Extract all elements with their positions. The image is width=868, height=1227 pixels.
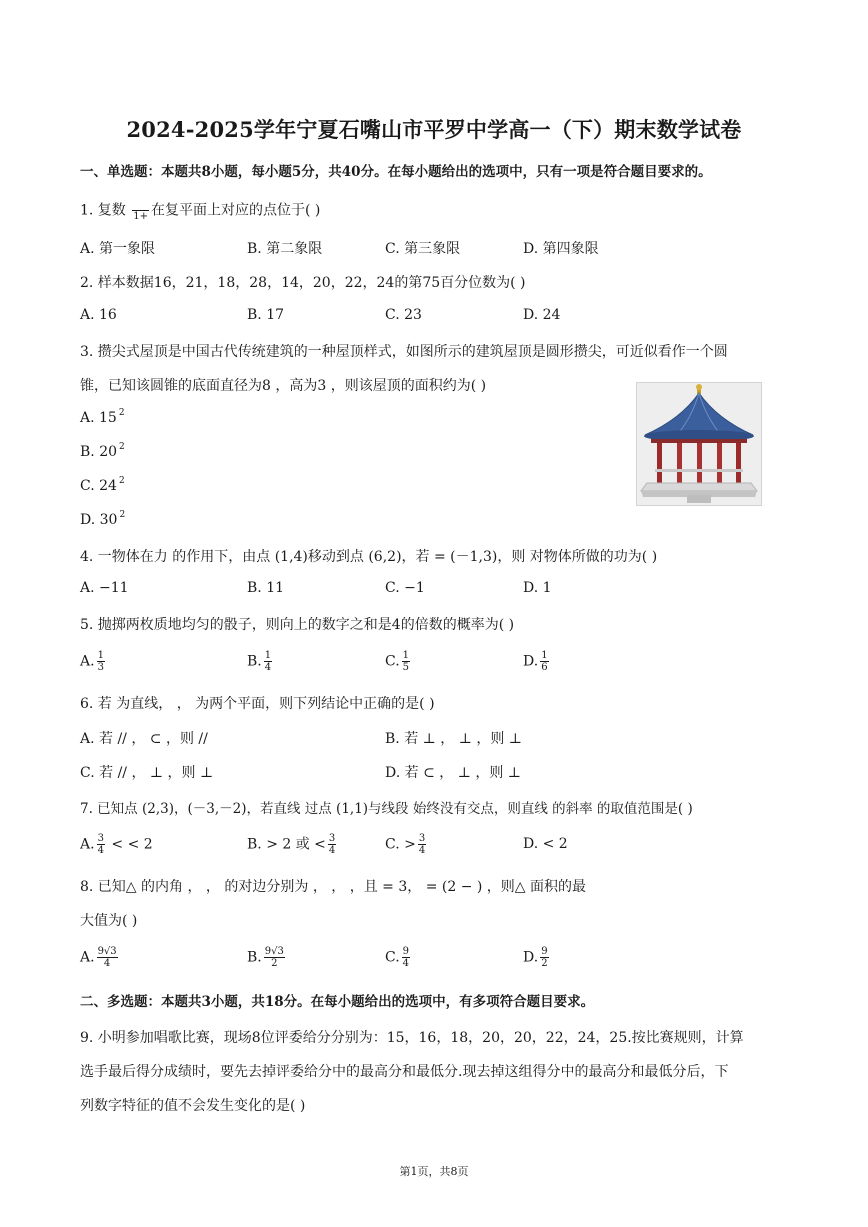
page-footer: 第1页，共8页 — [399, 1165, 469, 1178]
option-c: C. $\frac{9}{4}$ — [385, 946, 410, 969]
question-5: 5. 抛掷两枚质地均匀的骰子，则向上的数字之和是4的倍数的概率为( ) — [80, 617, 515, 633]
option-c: C. 23 — [385, 307, 422, 323]
option-c: C. > $\frac{3}{4}$ — [385, 833, 426, 856]
option-d: D. 24 — [523, 307, 561, 323]
option-a: A. 若 // ， ⊂ ，则 // — [80, 731, 208, 747]
page-title: 2024-2025学年宁夏石嘴山市平罗中学高一（下）期末数学试卷 — [126, 117, 742, 142]
option-d: D. $\frac{9}{2}$ — [523, 946, 548, 969]
option-d: D. 30 $^2$ — [80, 510, 126, 528]
question-8-line-1: 8. 已知△ 的内角 ， ， 的对边分别为 ， ， ，且 = 3， = (2 − ) ，则△ 面积的最 — [80, 879, 587, 895]
option-d: D. 若 ⊂ ， ⊥ ，则 ⊥ — [385, 765, 521, 781]
option-a: A. −11 — [80, 580, 129, 596]
option-c: C. $\frac{1}{5}$ — [385, 650, 410, 673]
question-9-line-3: 列数字特征的值不会发生变化的是( ) — [80, 1098, 306, 1114]
option-a: A. $\frac{9√3}{4}$ — [80, 946, 117, 969]
question-6: 6. 若 为直线， ， 为两个平面，则下列结论中正确的是( ) — [80, 696, 435, 712]
fraction: 1+ — [132, 199, 149, 222]
option-d: D. 第四象限 — [523, 241, 599, 257]
option-c: C. 若 // ， ⊥ ，则 ⊥ — [80, 765, 214, 781]
option-a: A. 16 — [80, 307, 117, 323]
question-1: 1. 复数 1+ 在复平面上对应的点位于( ) — [80, 199, 320, 222]
option-c: C. 24 $^2$ — [80, 476, 125, 494]
pavilion-illustration — [637, 383, 761, 505]
question-3-line-1: 3. 攒尖式屋顶是中国古代传统建筑的一种屋顶样式，如图所示的建筑屋顶是圆形攒尖，可近似看作一个圆 — [80, 344, 728, 360]
option-a: A. 第一象限 — [80, 241, 156, 257]
option-d: D. 1 — [523, 580, 552, 596]
question-9-line-2: 选手最后得分成绩时，要先去掉评委给分中的最高分和最低分.现去掉这组得分中的最高分和最低分后，下 — [80, 1064, 729, 1080]
option-a: A. $\frac{1}{3}$ — [80, 650, 104, 673]
question-7: 7. 已知点 (2,3)，(－3,－2)，若直线 过点 (1,1)与线段 始终没有交点，则直线 的斜率 的取值范围是( ) — [80, 801, 693, 817]
pavilion-image — [636, 382, 762, 506]
question-3-line-2: 锥，已知该圆锥的底面直径为8 ，高为3 ，则该屋顶的面积约为( ) — [80, 378, 487, 394]
option-b: B. > 2 或 < $\frac{3}{4}$ — [247, 833, 336, 856]
option-c: C. −1 — [385, 580, 425, 596]
option-a: A. 15 $^2$ — [80, 408, 125, 426]
section-heading-multiple-choice: 二、多选题：本题共3小题，共18分。在每小题给出的选项中，有多项符合题目要求。 — [80, 994, 595, 1010]
option-b: B. 若 ⊥ ， ⊥ ，则 ⊥ — [385, 731, 522, 747]
option-b: B. 11 — [247, 580, 285, 596]
option-b: B. 第二象限 — [247, 241, 323, 257]
option-d: D. < 2 — [523, 836, 568, 852]
section-heading-single-choice: 一、单选题：本题共8小题，每小题5分，共40分。在每小题给出的选项中，只有一项是符合题目要求的。 — [80, 164, 712, 180]
option-a: A. $\frac{3}{4}$ < < 2 — [80, 833, 153, 856]
option-b: B. 20 $^2$ — [80, 442, 125, 460]
question-2: 2. 样本数据16，21，18，28，14，20，22，24的第75百分位数为( ) — [80, 275, 526, 291]
option-b: B. $\frac{1}{4}$ — [247, 650, 272, 673]
option-b: B. 17 — [247, 307, 285, 323]
question-4: 4. 一物体在力 的作用下，由点 (1,4)移动到点 (6,2)，若 = (－1,3)，则 对物体所做的功为( ) — [80, 549, 658, 565]
option-b: B. $\frac{9√3}{2}$ — [247, 946, 284, 969]
option-d: D. $\frac{1}{6}$ — [523, 650, 548, 673]
option-c: C. 第三象限 — [385, 241, 461, 257]
question-8-line-2: 大值为( ) — [80, 913, 138, 929]
question-9-line-1: 9. 小明参加唱歌比赛，现场8位评委给分分别为：15，16，18，20，20，22，24，25.按比赛规则，计算 — [80, 1030, 744, 1046]
